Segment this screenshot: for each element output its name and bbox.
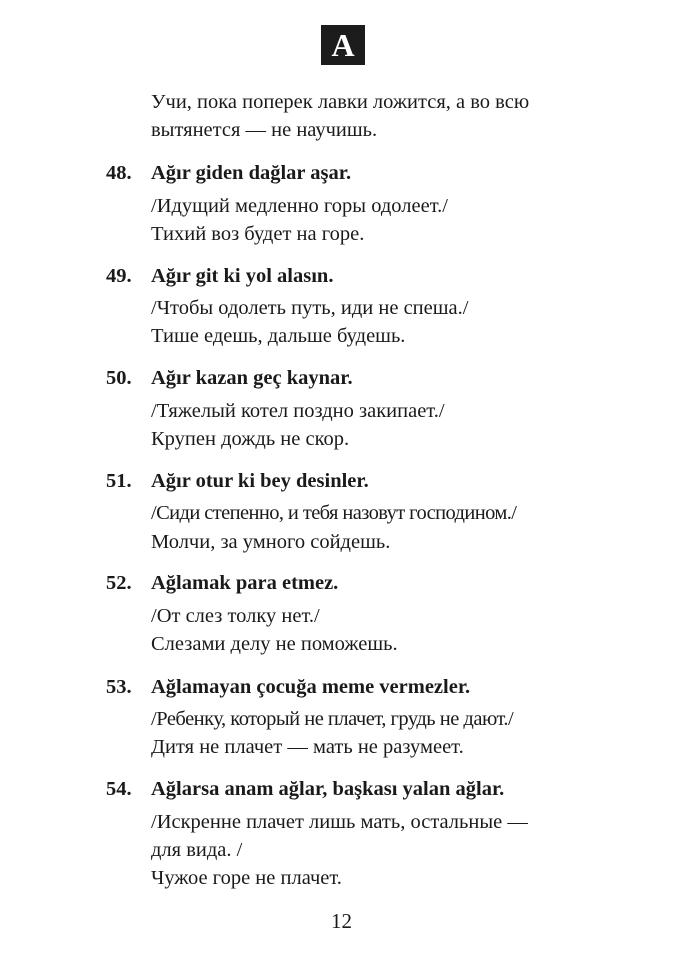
turkish-proverb: Ağır otur ki bey desinler. <box>151 470 369 492</box>
proverb-entry-52 <box>106 571 338 595</box>
turkish-proverb: Ağır git ki yol alasın. <box>151 265 334 287</box>
turkish-proverb: Ağlamak para etmez. <box>151 572 339 594</box>
literal-translation: /Идущий медленно горы одолеет./ <box>151 195 448 217</box>
literal-translation: /Тяжелый котел поздно закипает./ <box>151 400 445 422</box>
proverb-entry-51 <box>106 469 369 493</box>
turkish-proverb: Ağır kazan geç kaynar. <box>151 367 353 389</box>
literal-translation: /От слез толку нет./ <box>151 605 320 627</box>
entry-number: 49. <box>106 265 132 287</box>
literal-translation: /Чтобы одолеть путь, иди не спеша./ <box>151 297 469 319</box>
turkish-proverb: Ağır giden dağlar aşar. <box>151 162 352 184</box>
intro-line-1: Учи, пока поперек лавки ложится, а во всю <box>151 91 530 113</box>
russian-equivalent: Крупен дождь не скор. <box>151 428 350 450</box>
literal-translation: /Сиди степенно, и тебя назовут господином./ <box>151 502 517 524</box>
entry-number: 50. <box>106 367 132 389</box>
proverb-entry-48 <box>106 161 351 185</box>
russian-equivalent: Тише едешь, дальше будешь. <box>151 325 406 347</box>
section-letter-badge: A <box>321 25 365 65</box>
literal-translation: /Искренне плачет лишь мать, остальные — <box>151 811 528 833</box>
russian-equivalent: Молчи, за умного сойдешь. <box>151 531 391 553</box>
entry-number: 53. <box>106 676 132 698</box>
entry-number: 52. <box>106 572 132 594</box>
literal-translation-continued: для вида. / <box>151 839 243 861</box>
turkish-proverb: Ağlarsa anam ağlar, başkası yalan ağlar. <box>151 778 505 800</box>
russian-equivalent: Чужое горе не плачет. <box>151 867 342 889</box>
russian-equivalent: Тихий воз будет на горе. <box>151 223 365 245</box>
turkish-proverb: Ağlamayan çocuğa meme vermezler. <box>151 676 471 698</box>
proverb-entry-50 <box>106 366 353 390</box>
entry-number: 54. <box>106 778 132 800</box>
proverb-entry-53 <box>106 675 470 699</box>
literal-translation: /Ребенку, который не плачет, грудь не дают./ <box>151 708 514 730</box>
intro-line-2: вытянется — не научишь. <box>151 119 378 141</box>
proverb-entry-54 <box>106 777 504 801</box>
proverb-entry-49 <box>106 264 333 288</box>
entry-number: 51. <box>106 470 132 492</box>
russian-equivalent: Дитя не плачет — мать не разумеет. <box>151 736 464 758</box>
entry-number: 48. <box>106 162 132 184</box>
russian-equivalent: Слезами делу не поможешь. <box>151 633 398 655</box>
page-number: 12 <box>331 909 352 933</box>
